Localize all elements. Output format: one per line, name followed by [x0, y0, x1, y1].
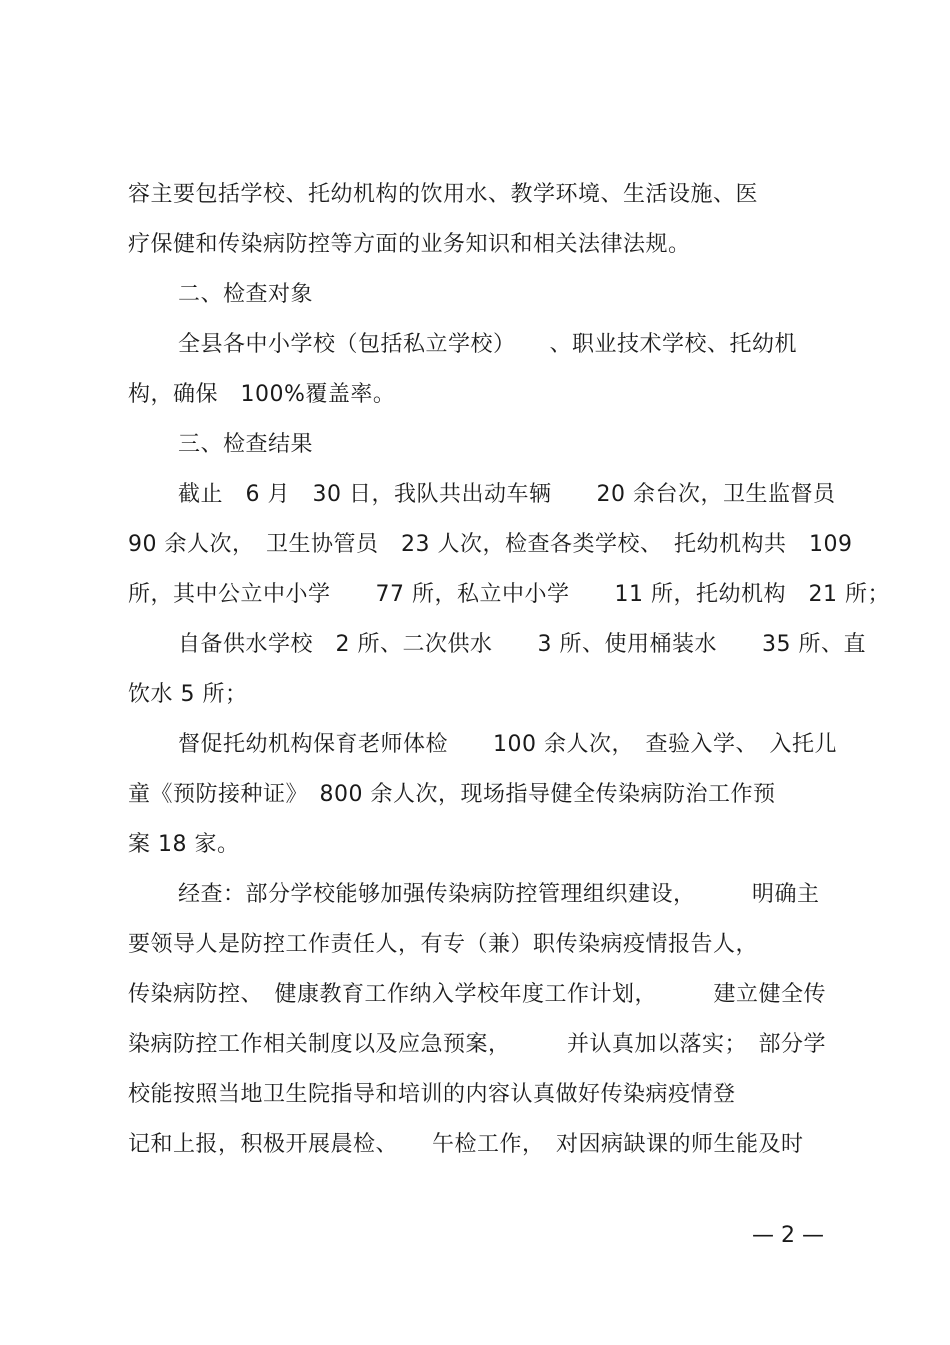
section-heading-inspection-targets: 二、检查对象 — [178, 282, 314, 307]
text-line-18: 染病防控工作相关制度以及应急预案， 并认真加以落实； 部分学 — [128, 1032, 827, 1057]
text-line-20: 记和上报，积极开展晨检、 午检工作， 对因病缺课的师生能及时 — [128, 1132, 804, 1157]
text-line-1: 容主要包括学校、托幼机构的饮用水、教学环境、生活设施、医 — [128, 182, 759, 207]
text-line-2: 疗保健和传染病防控等方面的业务知识和相关法律法规。 — [128, 232, 691, 257]
text-line-9: 所，其中公立中小学 77 所，私立中小学 11 所，托幼机构 21 所； — [128, 582, 890, 607]
text-line-4: 全县各中小学校（包括私立学校） 、职业技术学校、托幼机 — [178, 332, 798, 357]
text-line-11: 饮水 5 所； — [128, 682, 248, 707]
text-line-14: 案 18 家。 — [128, 832, 240, 857]
text-line-12: 督促托幼机构保育老师体检 100 余人次， 查验入学、 入托儿 — [178, 732, 837, 757]
text-line-17: 传染病防控、 健康教育工作纳入学校年度工作计划， 建立健全传 — [128, 982, 827, 1007]
section-heading-inspection-results: 三、检查结果 — [178, 432, 314, 457]
text-line-5: 构，确保 100%覆盖率。 — [128, 382, 396, 407]
text-line-19: 校能按照当地卫生院指导和培训的内容认真做好传染病疫情登 — [128, 1082, 736, 1107]
page-number: — 2 — — [752, 1223, 824, 1248]
text-line-10: 自备供水学校 2 所、二次供水 3 所、使用桶装水 35 所、直 — [178, 632, 866, 657]
text-line-8: 90 余人次， 卫生协管员 23 人次，检查各类学校、 托幼机构共 109 — [128, 532, 853, 557]
text-line-16: 要领导人是防控工作责任人，有专（兼）职传染病疫情报告人， — [128, 932, 759, 957]
text-line-15: 经查：部分学校能够加强传染病防控管理组织建设， 明确主 — [178, 882, 820, 907]
text-line-7: 截止 6 月 30 日，我队共出动车辆 20 余台次，卫生监督员 — [178, 482, 836, 507]
text-line-13: 童《预防接种证》 800 余人次，现场指导健全传染病防治工作预 — [128, 782, 776, 807]
